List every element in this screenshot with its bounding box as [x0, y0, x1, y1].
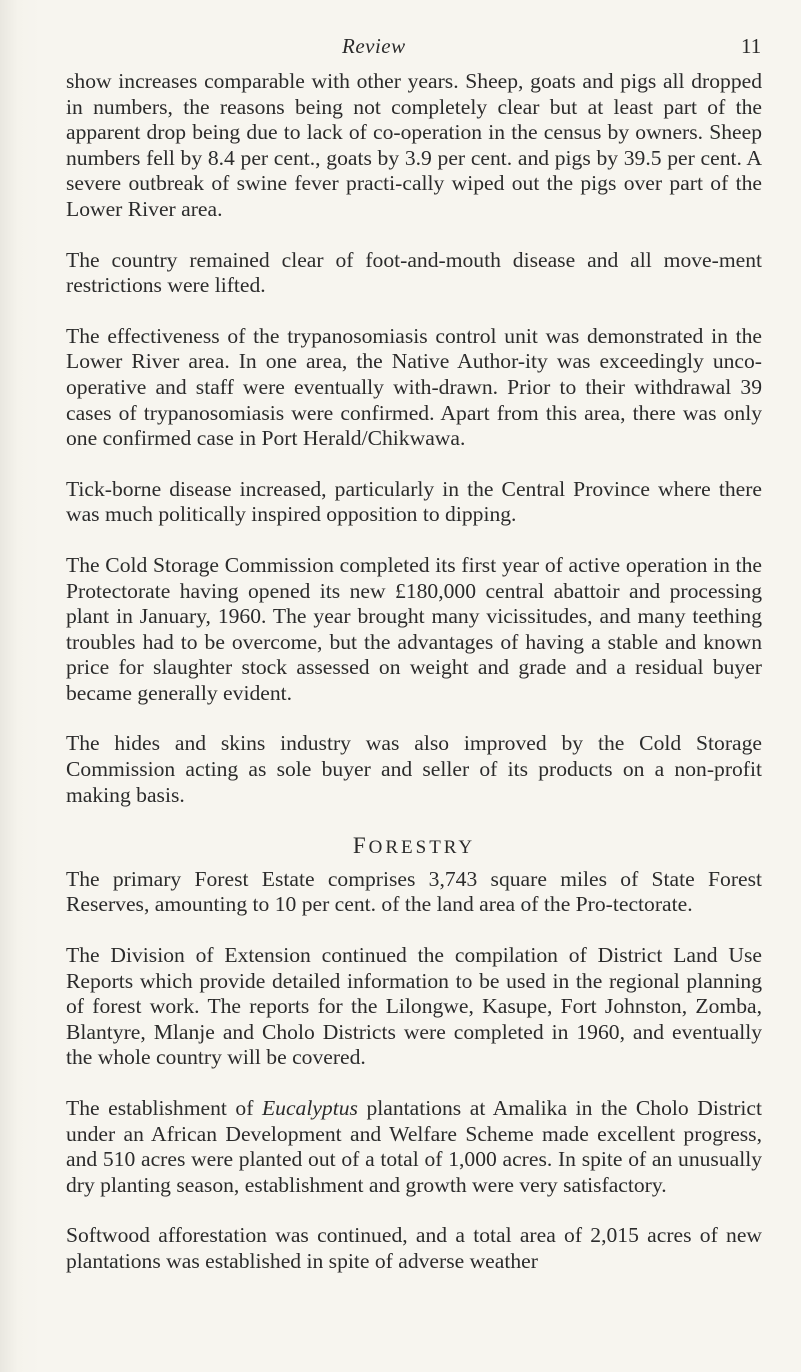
eucalyptus-italic: Eucalyptus: [261, 1096, 358, 1120]
section-heading-forestry: [66, 833, 762, 861]
running-head: Review: [342, 34, 406, 58]
paragraph-land-use-reports: The Division of Extension continued the compilation of District Land Use Reports which provide detailed information to be used in the regional planning of forest work. The reports for the Lilongwe, Kasupe, Fort Johnston, Zomba, Blantyre, Mlanje and Cholo Districts were completed in 1960, and eventually the whole country will be covered.: [66, 943, 762, 1070]
paragraph-hides-skins: The hides and skins industry was also improved by the Cold Storage Commission acting as sole buyer and seller of its products on a non-profit making basis.: [66, 731, 762, 807]
paragraph-forest-estate: The primary Forest Estate comprises 3,743 square miles of State Forest Reserves, amounting to 10 per cent. of the land area of the Pro-tectorate.: [66, 866, 762, 917]
paragraph-softwood: Softwood afforestation was continued, and a total area of 2,015 acres of new plantations was established in spite of adverse weather: [66, 1223, 762, 1273]
paragraph-tick-borne: Tick-borne disease increased, particularly in the Central Province where there was much politically inspired opposition to dipping.: [66, 476, 762, 527]
heading-initial: F: [352, 833, 369, 859]
body-text: [66, 69, 762, 1299]
paragraph-trypanosomiasis: The effectiveness of the trypanosomiasis control unit was demonstrated in the Lower River area. In one area, the Native Author-ity was exceedingly unco-operative and staff were eventually with-drawn. Prior to their withdrawal 39 cases of trypanosomiasis were confirmed. Apart from this area, there was only one confirmed case in Port Herald/Chikwawa.: [66, 323, 762, 451]
paragraph-foot-and-mouth: The country remained clear of foot-and-mouth disease and all move-ment restrictions were lifted.: [66, 247, 762, 298]
paragraph-eucalyptus: [66, 1096, 762, 1198]
page-number: 11: [741, 34, 762, 58]
eucalyptus-after: plantations at Amalika in the Cholo District under an African Development and Welfare Scheme made excellent progress, and 510 acres were planted out of a total of 1,000 acres. In spite of an unusually dry planting season, establishment and growth were very satisfactory.: [66, 1096, 762, 1197]
page-header: [0, 34, 801, 64]
heading-rest: ORESTRY: [368, 837, 476, 859]
eucalyptus-before: The establishment of: [66, 1096, 262, 1120]
paragraph-cold-storage: The Cold Storage Commission completed its first year of active operation in the Protectorate having opened its new £180,000 central abattoir and processing plant in January, 1960. The year brought many vicissitudes, and many teething troubles had to be overcome, but the advantages of having a stable and known price for slaughter stock assessed on weight and grade and a residual buyer became generally evident.: [66, 552, 762, 705]
paragraph-livestock: show increases comparable with other years. Sheep, goats and pigs all dropped in numbers, the reasons being not completely clear but at least part of the apparent drop being due to lack of co-operation in the census by owners. Sheep numbers fell by 8.4 per cent., goats by 3.9 per cent. and pigs by 39.5 per cent. A severe outbreak of swine fever practi-cally wiped out the pigs over part of the Lower River area.: [66, 69, 762, 221]
